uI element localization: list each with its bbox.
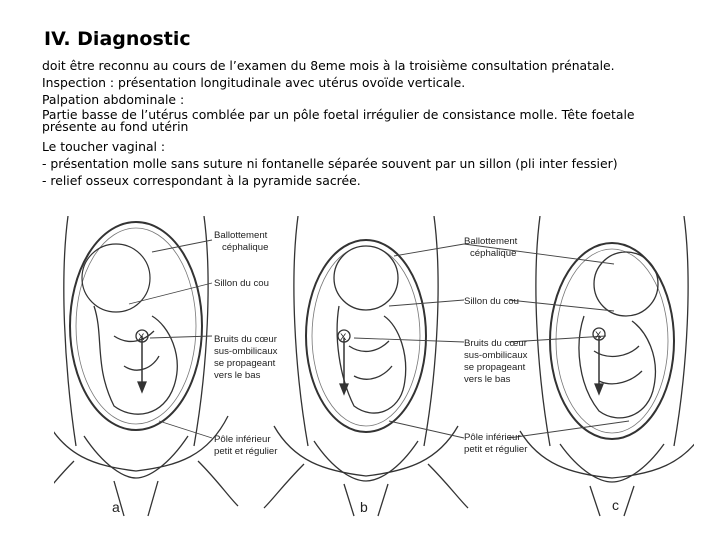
uterus-a [54, 216, 238, 516]
body-text [42, 57, 682, 189]
breech-illustration [54, 216, 694, 518]
text-line-5: Le toucher vaginal : [42, 138, 166, 154]
label-pole-2-left: petit et régulier [214, 446, 278, 457]
label-bruits-1-right: Bruits du cœur [464, 338, 527, 349]
caption-b: b [360, 499, 368, 515]
text-line-6: - présentation molle sans suture ni fontanelle séparée souvent par un sillon (pli inter fessier) [42, 156, 618, 171]
text-line-4: Partie basse de l’utérus comblée par un pôle foetal irrégulier de consistance molle. Tête foetale présente au fond utérin [42, 106, 635, 135]
label-ballottement-1-right: Ballottement [464, 236, 518, 247]
text-line-1: doit être reconnu au cours de l’examen du 8eme mois à la troisième consultation prénatale. [42, 58, 615, 73]
label-bruits-2-right: sus-ombilicaux [464, 350, 528, 361]
uterus-b [264, 216, 468, 516]
label-pole-2-right: petit et régulier [464, 444, 528, 455]
label-ballottement-2-right: céphalique [470, 248, 517, 259]
page-title: IV. Diagnostic [44, 28, 191, 50]
figure-svg [54, 216, 694, 518]
label-ballottement-2-left: céphalique [222, 242, 269, 253]
caption-c: c [612, 497, 619, 513]
marker-x-a: X [138, 332, 145, 343]
label-ballottement-1-left: Ballottement [214, 230, 268, 241]
label-bruits-4-left: vers le bas [214, 370, 261, 381]
label-bruits-1-left: Bruits du cœur [214, 334, 277, 345]
uterus-c [520, 216, 694, 516]
marker-x-b: X [340, 332, 347, 343]
label-bruits-3-right: se propageant [464, 362, 526, 373]
label-sillon-right: Sillon du cou [464, 296, 519, 307]
text-line-3: Palpation abdominale : [42, 92, 185, 108]
label-bruits-4-right: vers le bas [464, 374, 511, 385]
text-line-2: Inspection : présentation longitudinale avec utérus ovoïde verticale. [42, 75, 466, 91]
label-pole-1-left: Pôle inférieur [214, 434, 271, 445]
label-sillon-left: Sillon du cou [214, 278, 269, 289]
marker-x-c: X [595, 330, 602, 341]
label-bruits-3-left: se propageant [214, 358, 276, 369]
text-line-7: - relief osseux correspondant à la pyramide sacrée. [42, 173, 361, 189]
caption-a: a [112, 499, 120, 515]
label-pole-1-right: Pôle inférieur [464, 432, 521, 443]
label-bruits-2-left: sus-ombilicaux [214, 346, 278, 357]
